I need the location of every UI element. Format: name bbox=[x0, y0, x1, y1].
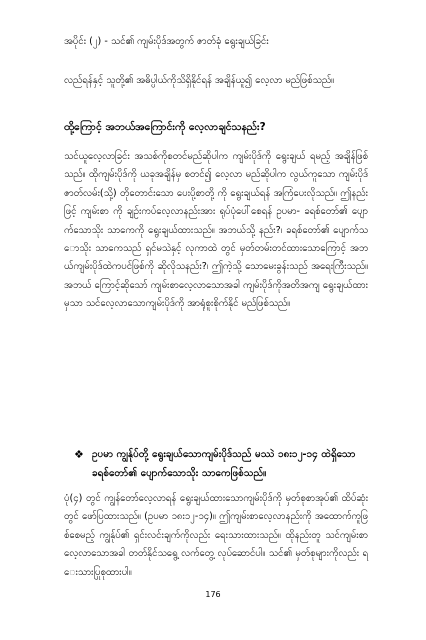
section-part-label: အပိုင်း (၂) - သင်၏ ကျမ်းပိုဒ်အတွက် ဇာတ်ခုံ ရွေးချယ်ခြင်း bbox=[64, 36, 269, 47]
bullet-text: ဥပမာ ကျွန်ုပ်တို့ ရွေးချယ်သောကျမ်းပိုဒ်သည် မဿဲ ၁၈း၁၂-၁၄ ထဲရှိသော ခရစ်တော်၏ ပျောက်သောသိုး သာကေဖြစ်သည်။ bbox=[92, 449, 356, 479]
intro-paragraph: လည်ရန်နှင့် သူတို့၏ အဓိပ္ပါယ်ကိုသိရှိနိုင်ရန် အချိန်ယူ၍ လေ့လာ မည်ဖြစ်သည်။ bbox=[64, 75, 335, 86]
closing-paragraph: ပုံ(၄) တွင် ကျွန်တော်လေ့လာရန် ရွေးချယ်ထားသောကျမ်းပိုဒ်ကို မှတ်စုစာအုပ်၏ ထိပ်ဆုံးတွင် ဖော်ပြထားသည်။ (ဥပမာ ၁၈း၁၂-၁၄)။ ဤကျမ်းစာလေ့လာနည်းကို အထောက်ကူဖြစ်စေမည့် ကျွန်ုပ်၏ ရှင်းလင်းချက်ကိုလည်း ရေးသားထားသည်။ ထိုနည်းတူ သင်ကျမ်းစာ လေ့လာသောအခါ တတ်နိုင်သရွေ့ လက်တွေ့ လုပ်ဆောင်ပါ။ သင်၏ မှတ်စုများကိုလည်း ရေးသားပြုစုထားပါ။ bbox=[64, 493, 368, 578]
body-paragraph: သင်ယူလေ့လာခြင်း အသစ်ကိုစတင်မည်ဆိုပါက ကျမ်းပိုဒ်ကို ရွေးချယ် ရမည့် အချိန်ဖြစ်သည်။ ထိုကျမ်းပိုဒ်ကို ယခုအချိန်မှ စတင်၍ လေ့လာ မည်ဆိုပါက လွယ်ကူသော ကျမ်းပိုဒ် ဇာတ်လမ်း(သို့) တိုတောင်းသော ပေးပို့စာတို့ ကို ရွေးချယ်ရန် အကြံပေးလိုသည်။ ဤနည်းဖြင့် ကျမ်းစာ ကို ချဉ်းကပ်လေ့လာနည်းအား ရုပ်ပုံပေါ်စေရန် ဥပမာ- ခရစ်တော်၏ ပျောက်သောသိုး သာကေကို ရွေးချယ်ထားသည်။ အဘယ်သို့ နည်း?၊ ခရစ်တော်၏ ပျောက်သောသိုး သာကေသည် ရှင်မသဲနှင့် လုကာထဲ တွင် မှတ်တမ်းတင်ထားသောကြောင့် အဘယ်ကျမ်းပိုဒ်ထဲကပင်ဖြစ်ကို ဆိုလိုသနည်း?၊ ဤကဲ့သို့ သောမေးခွန်းသည် အရေးကြီးသည်။ အဘယ် ကြောင့်ဆိုသော် ကျမ်းစာလေ့လာသောအခါ ကျမ်းပိုဒ်ကိုအတိအကျ ရွေးချယ်ထားမှသာ သင်လေ့လာသောကျမ်းပိုဒ်ကို အာရုံစူးစိုက်နိုင် မည်ဖြစ်သည်။ bbox=[64, 151, 368, 310]
page-number: 176 bbox=[205, 590, 221, 599]
section-heading: ထို့ကြောင့် အဘယ်အကြောင်းကို လေ့လာချင်သနည်း? bbox=[64, 121, 266, 133]
diamond-bullet-icon: ❖ bbox=[74, 448, 84, 461]
bullet-item bbox=[74, 446, 368, 483]
